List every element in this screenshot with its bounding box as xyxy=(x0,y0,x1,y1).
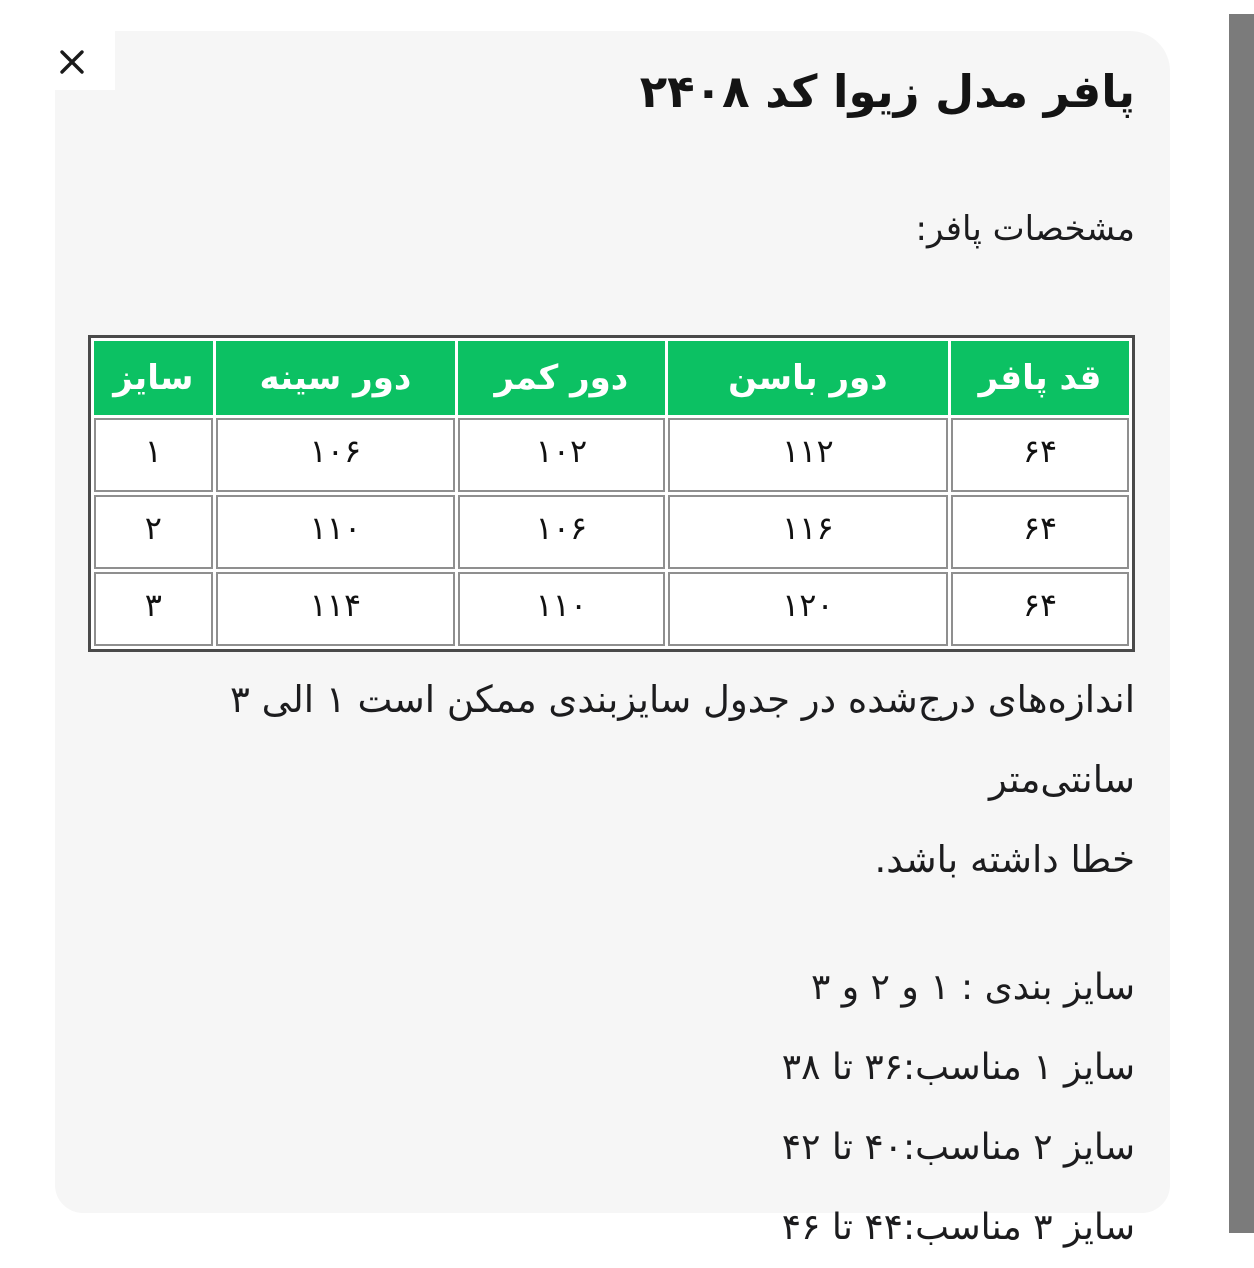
table-header-cell: دور سینه xyxy=(216,341,455,415)
table-cell: ۱۰۲ xyxy=(458,418,665,492)
table-row xyxy=(94,572,1129,646)
table-header-cell: دور کمر xyxy=(458,341,665,415)
close-icon xyxy=(57,47,87,77)
table-cell: ۱۱۲ xyxy=(668,418,948,492)
size-guide-line: سایز بندی : ۱ و ۲ و ۳ xyxy=(810,967,1135,1008)
table-cell: ۶۴ xyxy=(951,495,1129,569)
table-header-cell: سایز xyxy=(94,341,213,415)
table-row xyxy=(94,495,1129,569)
size-table xyxy=(88,335,1135,652)
table-cell: ۲ xyxy=(94,495,213,569)
table-cell: ۱۱۶ xyxy=(668,495,948,569)
table-cell: ۱۰۶ xyxy=(458,495,665,569)
modal-title: پافر مدل زیوا کد ۲۴۰۸ xyxy=(639,65,1135,118)
table-cell: ۱۱۰ xyxy=(458,572,665,646)
table-cell: ۱۱۴ xyxy=(216,572,455,646)
section-subtitle: مشخصات پافر: xyxy=(915,209,1135,249)
tolerance-note xyxy=(88,660,1135,900)
close-button[interactable] xyxy=(55,31,115,90)
table-row xyxy=(94,418,1129,492)
table-cell: ۶۴ xyxy=(951,572,1129,646)
size-guide-line: سایز ۱ مناسب:۳۶ تا ۳۸ xyxy=(781,1047,1135,1088)
tolerance-note-line1: اندازه‌های درج‌شده در جدول سایزبندی ممکن است ۱ الی ۳ سانتی‌متر xyxy=(230,678,1135,801)
table-cell: ۱۰۶ xyxy=(216,418,455,492)
size-guide-modal xyxy=(55,31,1170,1248)
table-header-cell: دور باسن xyxy=(668,341,948,415)
size-guide-line: سایز ۲ مناسب:۴۰ تا ۴۲ xyxy=(781,1127,1135,1168)
table-cell: ۳ xyxy=(94,572,213,646)
table-cell: ۱۱۰ xyxy=(216,495,455,569)
table-header-cell: قد پافر xyxy=(951,341,1129,415)
table-cell: ۶۴ xyxy=(951,418,1129,492)
tolerance-note-line2: خطا داشته باشد. xyxy=(874,838,1135,881)
table-cell: ۱۲۰ xyxy=(668,572,948,646)
size-guide-line: سایز ۳ مناسب:۴۴ تا ۴۶ xyxy=(781,1207,1135,1248)
scrollbar[interactable] xyxy=(1229,0,1254,1233)
table-header-row xyxy=(94,341,1129,415)
table-cell: ۱ xyxy=(94,418,213,492)
scrollbar-thumb[interactable] xyxy=(1229,14,1254,1233)
size-guide-list xyxy=(88,948,1135,1268)
